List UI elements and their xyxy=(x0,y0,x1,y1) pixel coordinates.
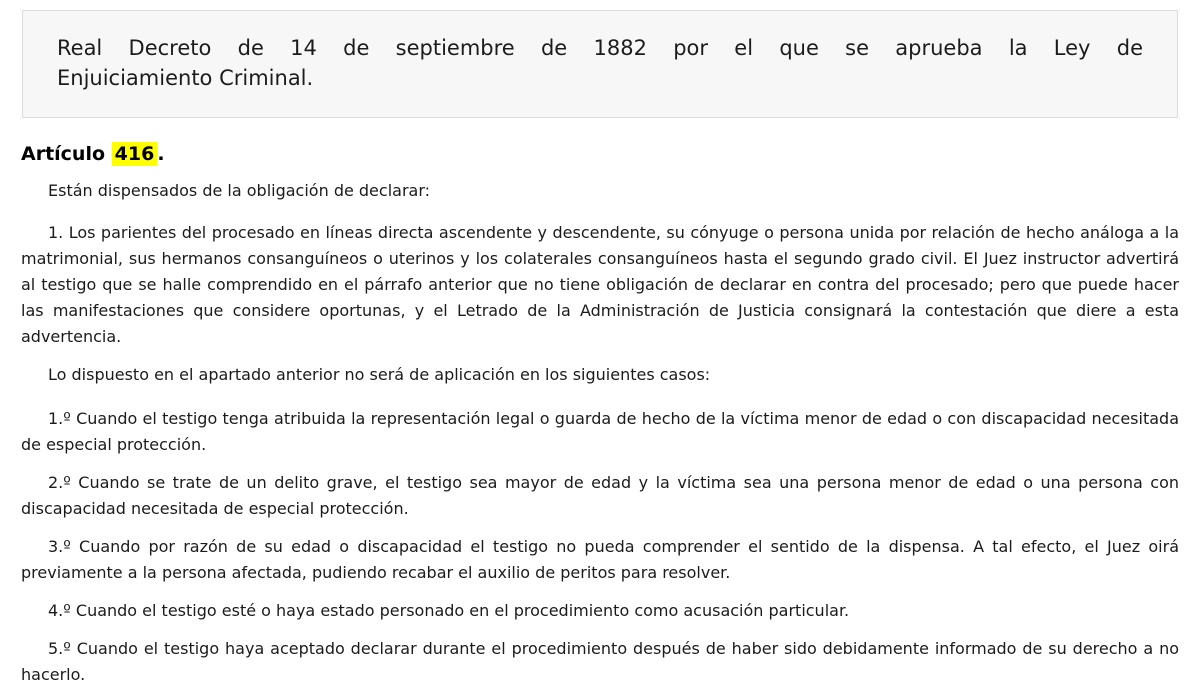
article-paragraph-1: 1. Los parientes del procesado en líneas directa ascendente y descendente, su cónyuge o persona unida por relación de hecho análoga a la matrimonial, sus hermanos consanguíneos o uterinos y los colaterales consanguíneos hasta el segundo grado civil. El Juez instructor advertirá al testigo que se halle comprendido en el párrafo anterior que no tiene obligación de declarar en contra del procesado; pero que puede hacer las manifestaciones que considere oportunas, y el Letrado de la Administración de Justicia consignará la contestación que diere a esta advertencia. xyxy=(21,223,1179,346)
case-item-3: 3.º Cuando por razón de su edad o discapacidad el testigo no pueda comprender el sentido de la dispensa. A tal efecto, el Juez oirá previamente a la persona afectada, pudiendo recabar el auxilio de peritos para resolver. xyxy=(21,537,1179,582)
law-title-line1: Real Decreto de 14 de septiembre de 1882 por el que se aprueba la Ley de xyxy=(57,36,1143,60)
case-item-4: 4.º Cuando el testigo esté o haya estado personado en el procedimiento como acusación particular. xyxy=(48,601,850,620)
article-heading-label: Artículo xyxy=(21,143,112,165)
article-heading xyxy=(21,142,1179,166)
case-item-5: 5.º Cuando el testigo haya aceptado declarar durante el procedimiento después de haber sido debidamente informado de su derecho a no hacerlo. xyxy=(21,639,1179,684)
article-content xyxy=(21,142,1179,688)
case-item-1: 1.º Cuando el testigo tenga atribuida la representación legal o guarda de hecho de la víctima menor de edad o con discapacidad necesitada de especial protección. xyxy=(21,409,1179,454)
article-intro-paragraph: Están dispensados de la obligación de declarar: xyxy=(48,181,431,200)
article-number-highlight: 416 xyxy=(112,142,158,166)
case-item-2: 2.º Cuando se trate de un delito grave, el testigo sea mayor de edad y la víctima sea una persona menor de edad o una persona con discapacidad necesitada de especial protección. xyxy=(21,473,1179,518)
article-heading-period: . xyxy=(157,143,165,165)
law-title-box xyxy=(22,10,1178,118)
exceptions-intro-paragraph: Lo dispuesto en el apartado anterior no será de aplicación en los siguientes casos: xyxy=(48,365,711,384)
law-title-line2: Enjuiciamiento Criminal. xyxy=(57,66,314,90)
